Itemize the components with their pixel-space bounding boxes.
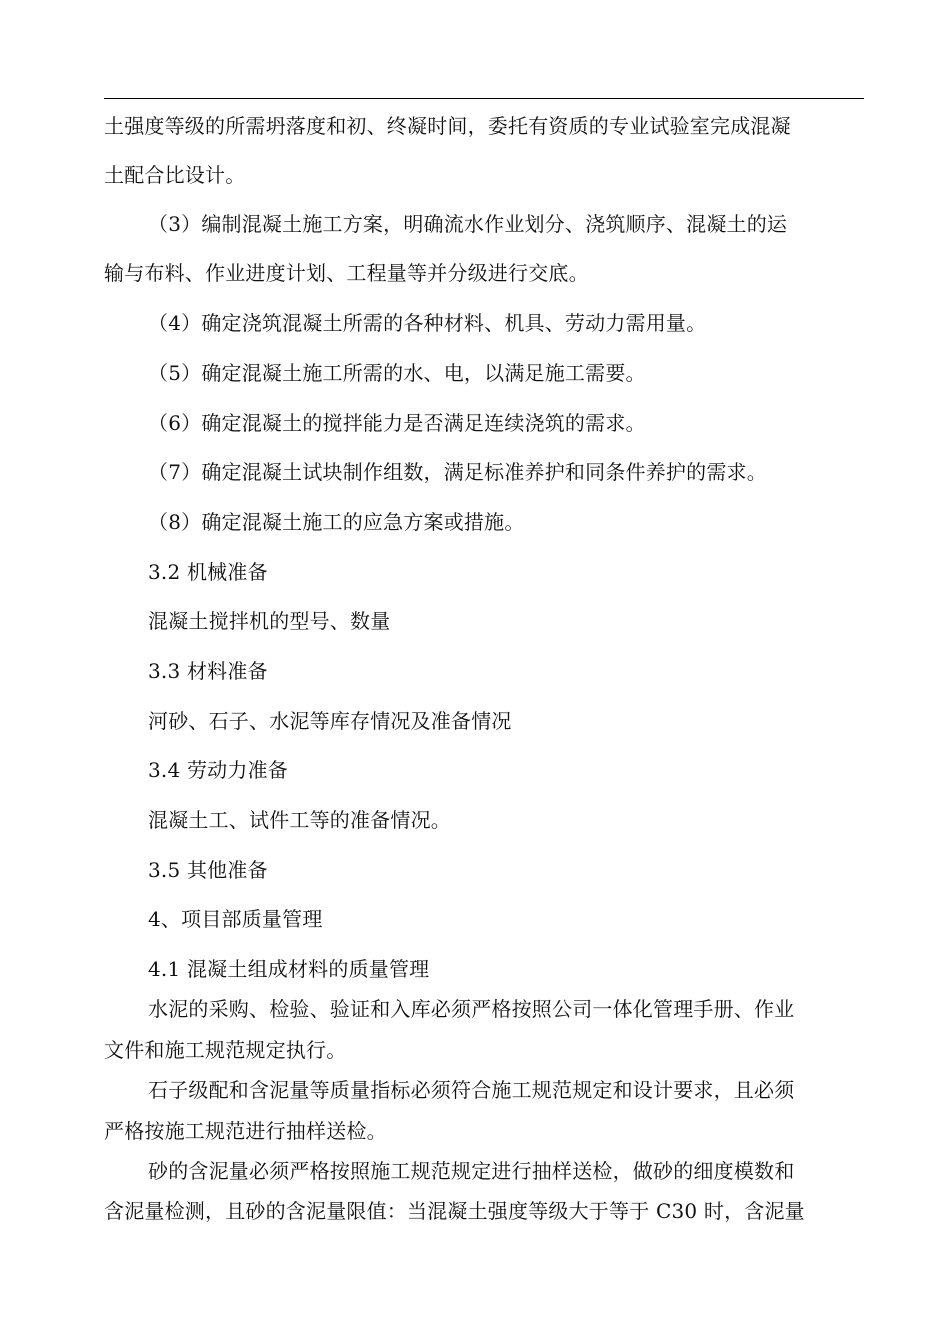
header-rule	[104, 98, 864, 99]
section-text-3-2: 混凝土搅拌机的型号、数量	[148, 609, 391, 633]
body-text-line: 水泥的采购、检验、验证和入库必须严格按照公司一体化管理手册、作业	[148, 997, 795, 1021]
body-text-line: 土强度等级的所需坍落度和初、终凝时间，委托有资质的专业试验室完成混凝	[104, 114, 791, 138]
body-text-line: 文件和施工规范规定执行。	[104, 1038, 347, 1062]
section-heading-3-5: 3.5 其他准备	[148, 858, 268, 882]
list-item-8: （8）确定混凝土施工的应急方案或措施。	[148, 510, 525, 534]
body-text-line: 土配合比设计。	[104, 163, 246, 187]
section-heading-3-4: 3.4 劳动力准备	[148, 758, 288, 782]
body-text-line: 砂的含泥量必须严格按照施工规范规定进行抽样送检，做砂的细度模数和	[148, 1159, 795, 1183]
section-text-3-4: 混凝土工、试件工等的准备情况。	[148, 808, 451, 832]
list-item-3-line: （3）编制混凝土施工方案，明确流水作业划分、浇筑顺序、混凝土的运	[148, 212, 788, 236]
list-item-6: （6）确定混凝土的搅拌能力是否满足连续浇筑的需求。	[148, 411, 646, 435]
body-text-line: 含泥量检测，且砂的含泥量限值：当混凝土强度等级大于等于 C30 时，含泥量	[104, 1199, 805, 1223]
section-heading-4: 4、项目部质量管理	[148, 907, 323, 931]
list-item-4: （4）确定浇筑混凝土所需的各种材料、机具、劳动力需用量。	[148, 311, 707, 335]
list-item-5: （5）确定混凝土施工所需的水、电，以满足施工需要。	[148, 361, 646, 385]
body-text-line: 严格按施工规范进行抽样送检。	[104, 1119, 387, 1143]
section-text-3-3: 河砂、石子、水泥等库存情况及准备情况	[148, 709, 512, 733]
section-heading-3-3: 3.3 材料准备	[148, 659, 268, 683]
section-heading-3-2: 3.2 机械准备	[148, 560, 268, 584]
section-heading-4-1: 4.1 混凝土组成材料的质量管理	[148, 957, 430, 981]
list-item-7: （7）确定混凝土试块制作组数，满足标准养护和同条件养护的需求。	[148, 460, 767, 484]
list-item-3-continuation: 输与布料、作业进度计划、工程量等并分级进行交底。	[104, 261, 589, 285]
body-text-line: 石子级配和含泥量等质量指标必须符合施工规范规定和设计要求，且必须	[148, 1078, 795, 1102]
